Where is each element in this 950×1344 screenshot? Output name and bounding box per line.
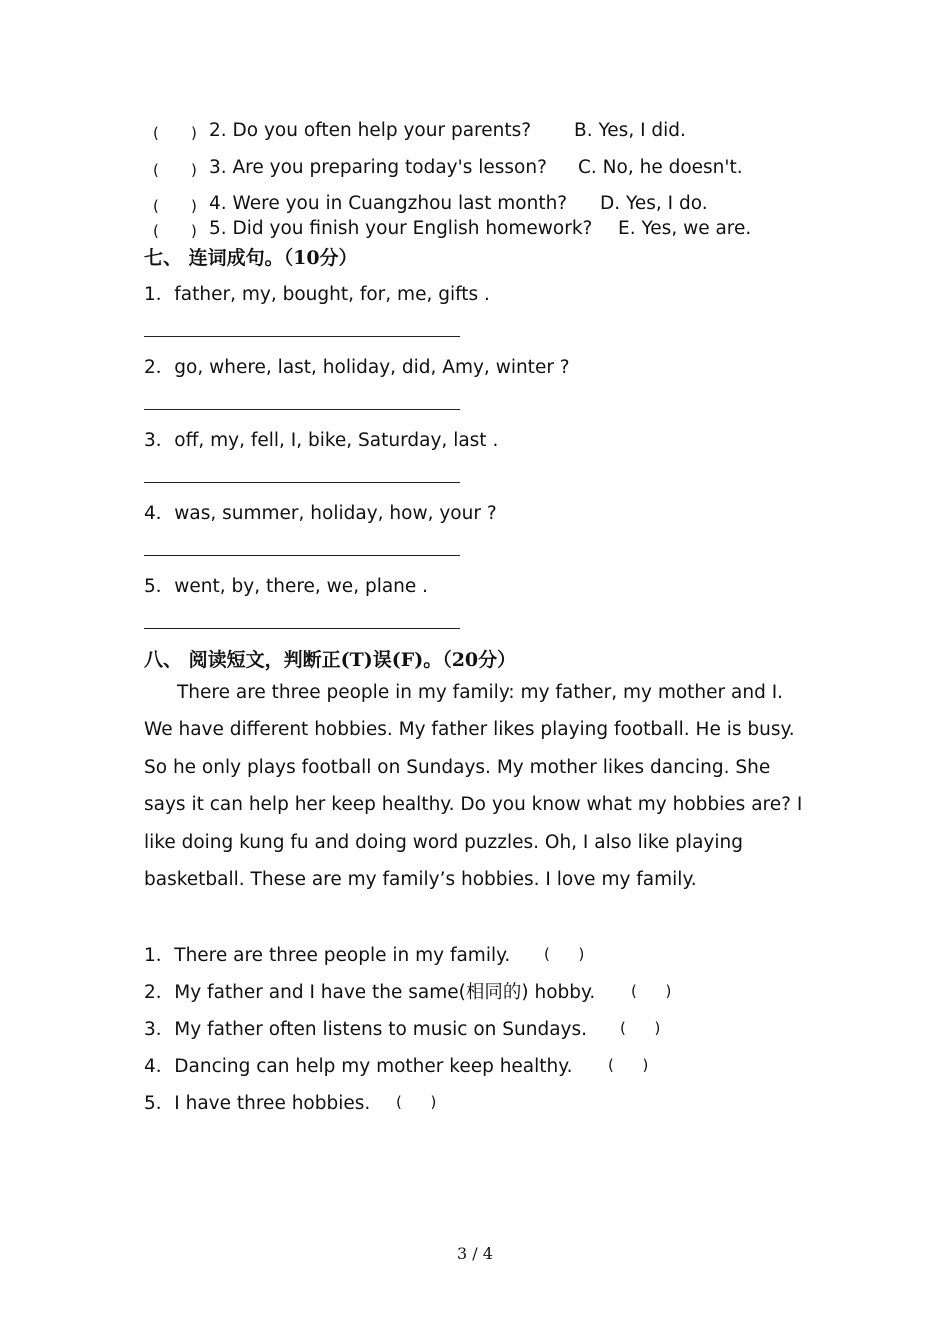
question-text: 1．There are three people in my family.: [144, 945, 511, 966]
matching-question: 2. Do you often help your parents?: [209, 120, 532, 141]
question-text: 2．My father and I have the same(相同的) hobby.: [144, 982, 596, 1003]
word-order-item: 3．off, my, fell, I, bike, Saturday, last .: [144, 430, 499, 451]
question-text: 4．Dancing can help my mother keep healthy.: [144, 1056, 573, 1077]
answer-line[interactable]: [144, 336, 460, 337]
matching-question: 3. Are you preparing today's lesson?: [209, 157, 547, 178]
answer-bracket-open: (: [153, 222, 159, 240]
answer-line[interactable]: [144, 409, 460, 410]
answer-blank[interactable]: ( ): [608, 1056, 649, 1074]
word-order-item: 1．father, my, bought, for, me, gifts .: [144, 284, 490, 305]
matching-answer: C. No, he doesn't.: [578, 157, 743, 178]
matching-question: 5. Did you finish your English homework?: [209, 218, 593, 239]
answer-bracket-close: ): [191, 161, 197, 179]
page-number: 3 / 4: [457, 1244, 493, 1263]
answer-blank[interactable]: ( ): [620, 1019, 661, 1037]
word-order-item: 2．go, where, last, holiday, did, Amy, winter ?: [144, 357, 570, 378]
answer-blank[interactable]: ( ): [396, 1093, 437, 1111]
question-text: 3．My father often listens to music on Sundays.: [144, 1019, 587, 1040]
answer-bracket-open: (: [153, 124, 159, 142]
question-text: 5．I have three hobbies.: [144, 1093, 371, 1114]
reading-passage: There are three people in my family: my father, my mother and I. We have different hobbies. My father likes playing football. He is busy. So he only plays football on Sundays. My mother likes dancing. She says it can help her keep healthy. Do you know what my hobbies are? I like doing kung fu and doing word puzzles. Oh, I also like playing basketball. These are my family’s hobbies. I love my family.: [144, 682, 803, 891]
answer-bracket-close: ): [191, 197, 197, 215]
answer-bracket-open: (: [153, 161, 159, 179]
answer-blank[interactable]: ( ): [631, 982, 672, 1000]
matching-answer: D. Yes, I do.: [600, 193, 708, 214]
word-order-item: 5．went, by, there, we, plane .: [144, 576, 429, 597]
answer-bracket-close: ): [191, 124, 197, 142]
matching-answer: B. Yes, I did.: [574, 120, 686, 141]
matching-question: 4. Were you in Cuangzhou last month?: [209, 193, 568, 214]
answer-bracket-open: (: [153, 197, 159, 215]
answer-line[interactable]: [144, 628, 460, 629]
answer-bracket-close: ): [191, 222, 197, 240]
answer-line[interactable]: [144, 555, 460, 556]
answer-line[interactable]: [144, 482, 460, 483]
section-8-title: 八、 阅读短文，判断正(T)误(F)。（20分）: [144, 649, 517, 671]
section-7-title: 七、 连词成句。（10分）: [144, 247, 358, 269]
matching-answer: E. Yes, we are.: [618, 218, 752, 239]
word-order-item: 4．was, summer, holiday, how, your ?: [144, 503, 497, 524]
answer-blank[interactable]: ( ): [544, 945, 585, 963]
